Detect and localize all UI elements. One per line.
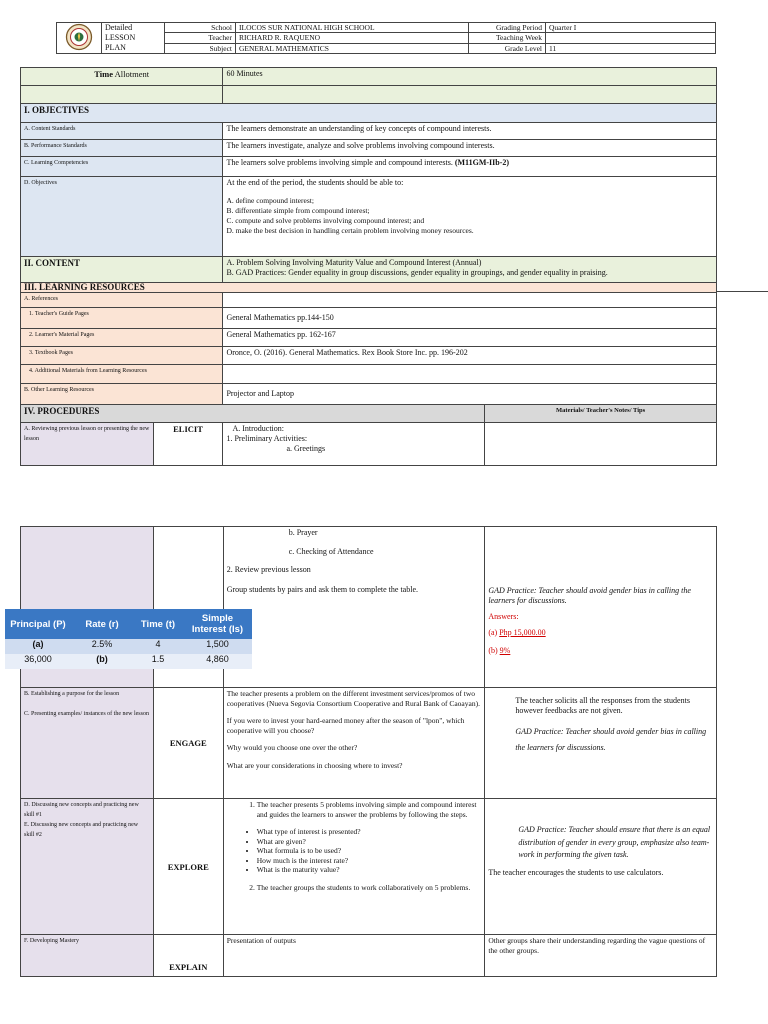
explore-step-1: 1. The teacher presents 5 problems involving simple and compound interest and guides the learners to answer the problems by following the steps.: [257, 800, 482, 819]
content-title: II. CONTENT: [21, 257, 223, 283]
school-logo-cell: [57, 23, 102, 54]
objective-item: C. compute and solve problems involving compound interest; and: [226, 216, 425, 225]
header-table: [56, 22, 716, 54]
content-standards-text: The learners demonstrate an understanding of key concepts of compound interests.: [223, 123, 717, 140]
content-cell: [223, 257, 717, 283]
learning-competencies-label: C. Learning Competencies: [21, 157, 223, 177]
textbook-pages-value: Oronce, O. (2016). General Mathematics. Rex Book Store Inc. pp. 196-202: [223, 347, 717, 365]
grade-level-label: Grade Level: [469, 43, 546, 53]
rate-header: Rate (r): [71, 609, 133, 639]
references-value: [223, 293, 717, 308]
explore-bullet-list: [227, 827, 482, 875]
engage-note-1: The teacher solicits all the responses from the students however feedbacks are not given.: [515, 696, 690, 715]
teaching-week-label: Teaching Week: [469, 33, 546, 43]
school-label: School: [165, 23, 236, 33]
engage-notes: [485, 688, 717, 799]
learners-material-label: 2. Learner's Material Pages: [21, 329, 223, 347]
establishing-purpose-label: B. Establishing a purpose for the lesson: [24, 691, 120, 697]
learning-competencies-cell: [223, 157, 717, 177]
time-header: Time (t): [133, 609, 183, 639]
blank-row-left: [21, 86, 223, 104]
engage-gad-note: GAD Practice: Teacher should avoid gender bias in calling the learners for discussions.: [515, 727, 707, 752]
group-instruction: Group students by pairs and ask them to complete the table.: [226, 585, 418, 594]
answer-a: (a) Php 15,000.00: [488, 628, 546, 637]
gad-note-elicit: GAD Practice: Teacher should avoid gender bias in calling the learners for discussions.: [488, 586, 691, 605]
discussing-skill-1-label: D. Discussing new concepts and practicing new skill #1: [24, 802, 139, 818]
additional-materials-label: 4. Additional Materials from Learning Resources: [21, 365, 223, 384]
prayer-line: b. Prayer: [288, 528, 318, 537]
explore-bullet: • How much is the interest rate?: [257, 856, 482, 866]
explore-step-2: 2. The teacher groups the students to work collaboratively on 5 problems.: [257, 883, 482, 893]
engage-content: [223, 688, 485, 799]
objective-item: D. make the best decision in handling certain problem involving money resources.: [226, 226, 474, 235]
table-cell: 4: [133, 639, 183, 654]
table-cell: 1.5: [133, 654, 183, 669]
teachers-guide-value: General Mathematics pp.144-150: [223, 308, 717, 329]
references-label: A. References: [21, 293, 223, 308]
explore-gad-note: GAD Practice: Teacher should ensure that there is an equal distribution of gender in every group, emphasize also team-work in performing the given task.: [518, 825, 711, 859]
explore-bullet: • What is the maturity value?: [257, 865, 482, 875]
objectives-intro: At the end of the period, the students should be able to:: [226, 178, 404, 187]
grading-period-value: Quarter I: [546, 23, 716, 33]
objectives-title: I. OBJECTIVES: [21, 104, 717, 123]
elicit-continued-notes: [485, 527, 717, 688]
presenting-examples-label: C. Presenting examples/ instances of the new lesson: [24, 711, 149, 717]
other-resources-value: Projector and Laptop: [223, 384, 717, 405]
simple-interest-header: Simple Interest (Is): [183, 609, 252, 639]
explore-step-list-2: [227, 883, 482, 893]
table-cell: (b): [71, 654, 133, 669]
explore-notes: [485, 799, 717, 935]
doc-type-line-2: LESSON: [105, 33, 136, 42]
teacher-label: Teacher: [165, 33, 236, 43]
competency-code: (M11GM-IIb-2): [454, 158, 510, 167]
explore-phase: EXPLORE: [153, 799, 223, 935]
school-seal-icon: [63, 23, 95, 51]
reviewing-lesson-label: A. Reviewing previous lesson or presenting the new lesson: [21, 423, 154, 466]
table-cell: 36,000: [5, 654, 71, 669]
engage-question-3: What are your considerations in choosing where to invest?: [226, 760, 403, 770]
objective-item: A. define compound interest;: [226, 196, 314, 205]
performance-standards-label: B. Performance Standards: [21, 140, 223, 157]
lesson-plan-table: [20, 67, 717, 466]
time-allotment-value: 60 Minutes: [223, 68, 717, 86]
elicit-phase: ELICIT: [153, 423, 223, 466]
simple-interest-table: [5, 609, 252, 669]
teaching-week-value: [546, 33, 716, 43]
explore-content: [223, 799, 485, 935]
explain-notes: Other groups share their understanding regarding the vague questions of the other groups.: [485, 935, 717, 977]
principal-header: Principal (P): [5, 609, 71, 639]
blank-row-right: [223, 86, 717, 104]
table-cell: (a): [5, 639, 71, 654]
explore-bullet: • What are given?: [257, 837, 482, 847]
subject-label: Subject: [165, 43, 236, 53]
learning-competencies-text: The learners solve problems involving simple and compound interests.: [226, 158, 453, 167]
engage-question-2: Why would you choose one over the other?: [226, 743, 358, 752]
explore-bullet: • What formula is to be used?: [257, 846, 482, 856]
performance-standards-text: The learners investigate, analyze and solve problems involving compound interests.: [223, 140, 717, 157]
explain-content: Presentation of outputs: [223, 935, 485, 977]
table-cell: 2.5%: [71, 639, 133, 654]
explain-phase: EXPLAIN: [153, 935, 223, 977]
content-line-2: B. GAD Practices: Gender equality in group discussions, gender equality in groupings, and gender equality in praising.: [226, 268, 608, 277]
doc-type-cell: [102, 23, 165, 54]
learners-material-value: General Mathematics pp. 162-167: [223, 329, 717, 347]
elicit-line-3: a. Greetings: [286, 444, 326, 453]
table-cell: 4,860: [183, 654, 252, 669]
engage-problem: The teacher presents a problem on the different investment services/promos of two cooperatives (Nueva Segovia Consortium Cooperative and Rural Bank of Caoayan).: [226, 689, 480, 708]
time-allotment-label: Time Allotment: [21, 68, 223, 86]
objectives-cell: [223, 177, 717, 257]
content-standards-label: A. Content Standards: [21, 123, 223, 140]
explore-step-list: [227, 800, 482, 819]
additional-materials-value: [223, 365, 717, 384]
attendance-line: c. Checking of Attendance: [288, 547, 374, 556]
elicit-continued-content: [223, 527, 485, 688]
textbook-pages-label: 3. Textbook Pages: [21, 347, 223, 365]
engage-phase: ENGAGE: [153, 688, 223, 799]
content-line-1: A. Problem Solving Involving Maturity Value and Compound Interest (Annual): [226, 258, 482, 267]
other-resources-label: B. Other Learning Resources: [21, 384, 223, 405]
answers-label: Answers:: [488, 612, 519, 621]
teacher-value: RICHARD R. RAQUENO: [236, 33, 469, 43]
objectives-label: D. Objectives: [21, 177, 223, 257]
grading-period-label: Grading Period: [469, 23, 546, 33]
discussing-skill-2-label: E. Discussing new concepts and practicing new skill #2: [24, 822, 139, 838]
elicit-notes: [485, 423, 717, 466]
table-cell: 1,500: [183, 639, 252, 654]
procedures-title: IV. PROCEDURES: [21, 405, 485, 423]
doc-type-line-1: Detailed: [105, 23, 133, 32]
engage-question-1: If you were to invest your hard-earned money after the season of "lpon", which cooperative will you choose?: [226, 716, 465, 735]
school-value: ILOCOS SUR NATIONAL HIGH SCHOOL: [236, 23, 469, 33]
grade-level-value: 11: [546, 43, 716, 53]
teachers-guide-label: 1. Teacher's Guide Pages: [21, 308, 223, 329]
learning-resources-title: III. LEARNING RESOURCES: [21, 283, 717, 293]
subject-value: GENERAL MATHEMATICS: [236, 43, 469, 53]
doc-type-line-3: PLAN: [105, 43, 126, 52]
review-line: 2. Review previous lesson: [226, 565, 311, 574]
elicit-content: [223, 423, 485, 466]
lesson-plan-table-continued: [20, 526, 717, 977]
explore-labels: [21, 799, 154, 935]
developing-mastery-label: F. Developing Mastery: [21, 935, 154, 977]
separator-line: [717, 291, 768, 292]
elicit-line-1: A. Introduction:: [232, 424, 284, 433]
explore-bullet: • What type of interest is presented?: [257, 827, 482, 837]
teacher-notes-header: Materials/ Teacher's Notes/ Tips: [485, 405, 717, 423]
engage-labels: [21, 688, 154, 799]
objective-item: B. differentiate simple from compound interest;: [226, 206, 370, 215]
explore-calculator-note: The teacher encourages the students to use calculators.: [488, 867, 664, 877]
answer-b: (b) 9%: [488, 646, 511, 655]
elicit-line-2: 1. Preliminary Activities:: [226, 434, 308, 443]
